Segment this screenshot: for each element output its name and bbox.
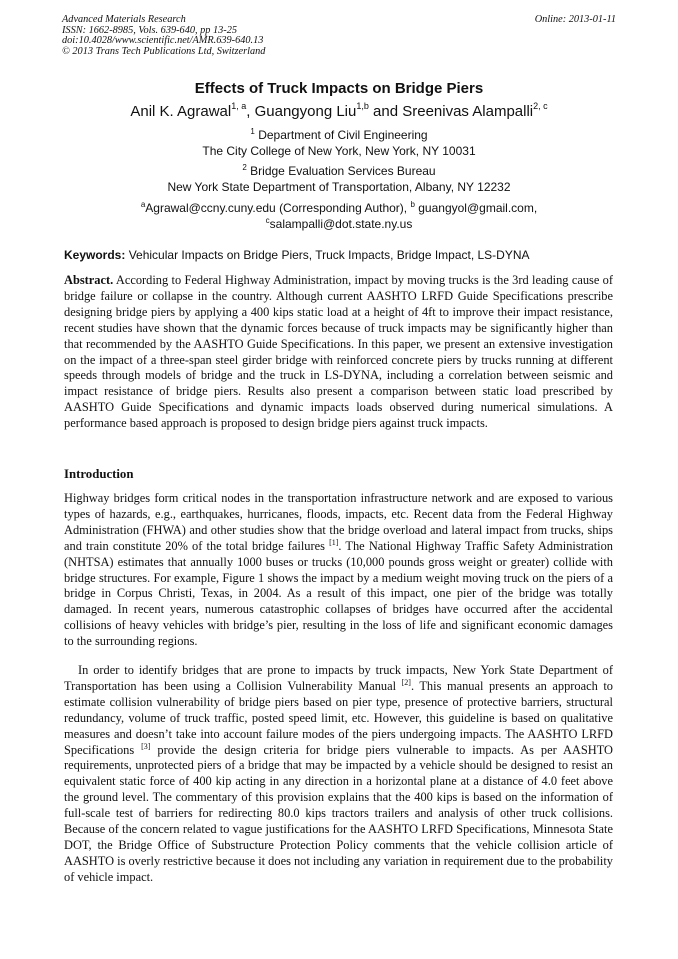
online-date: Online: 2013-01-11: [534, 14, 616, 25]
email-b-marker: b: [410, 200, 415, 209]
abstract: [64, 273, 613, 432]
author-separator: and: [368, 103, 403, 120]
introduction-paragraph-2: [64, 663, 613, 886]
email-line-1: [0, 200, 678, 216]
author-list: [0, 103, 678, 120]
introduction-heading: Introduction: [64, 467, 134, 481]
paragraph-text: . The National Highway Traffic Safety Administration (NHTSA) estimates that annually 1000 buses or trucks (10,000 pounds gross weight or greater) collide with bridge structures. For example, Figure 1 shows the impact by a medium weight moving truck on the piers of a bridge in Corpus Christi, Texas, in 2004. As a result of this impact, one pier of the bridge was totally damaged. In recent years, numerous catastrophic collapses of bridges have occurred after the accidental collisions of heavy vehicles with bridge’s pier, resulting in the loss of life and significant economic damages to the surrounding regions.: [64, 538, 613, 649]
email-a-marker: a: [140, 200, 146, 209]
journal-name: Advanced Materials Research: [62, 14, 186, 25]
citation-ref: [1]: [329, 537, 339, 547]
abstract-text: According to Federal Highway Administration, impact by moving trucks is the 3rd leading cause of bridge failure or collapse in the country. Although current AASHTO LRFD Guide Specifications prescribe designing bridge piers by applying a 400 kips static load at a height of 4ft to improve their impact resistance, recent studies have shown that the dynamic forces because of truck impacts may be significantly higher than that recommended by the AASHTO Guide Specifications. In this paper, we present an extensive investigation on the impact of a three-span steel girder bridge with reinforced concrete piers by trucks running at different speeds through models of bridge and the truck in LS-DYNA, including a correlation between seismic and impact resistance of bridge piers. Results also present a comparison between static load prescribed by AASHTO Guide Specifications and dynamic impacts loads observed during numerical simulations. A performance based approach is proposed to design bridge piers against truck impacts.: [64, 273, 613, 431]
journal-doi: doi:10.4028/www.scientific.net/AMR.639-640.13: [62, 35, 264, 47]
abstract-label: Abstract.: [64, 273, 114, 287]
author-liu: Guangyong Liu: [254, 103, 357, 120]
affiliation-2-dept: [0, 163, 678, 179]
affiliation-2-dept-text: Bridge Evaluation Services Bureau: [250, 164, 436, 178]
author-agrawal-affil: 1, a: [231, 101, 247, 111]
author-alampalli: Sreenivas Alampalli: [402, 103, 534, 120]
paragraph-text: Highway bridges form critical nodes in the transportation infrastructure network and are exposed to various types of hazards, e.g., earthquakes, hurricanes, floods, impacts, etc. Recent data from the Federal Highway Administration (FHWA) and other studies show that the bridge overload and lateral impact from trucks, ships and train constitute 20% of the total bridge failures: [64, 491, 613, 553]
journal-header: [62, 15, 616, 57]
introduction-paragraph-1: [64, 491, 613, 650]
email-alampalli: salampalli@dot.state.ny.us: [269, 217, 413, 231]
affiliation-2-inst: New York State Department of Transportation, Albany, NY 12232: [167, 180, 511, 194]
affiliation-1-number: 1: [250, 127, 255, 136]
author-separator: ,: [246, 103, 255, 120]
email-liu: guangyol@gmail.com,: [414, 201, 538, 215]
email-line-2: [0, 216, 678, 232]
email-c-marker: c: [265, 216, 270, 225]
keywords-label: Keywords:: [64, 248, 126, 262]
citation-ref: [3]: [141, 741, 151, 751]
paper-title: Effects of Truck Impacts on Bridge Piers: [194, 80, 484, 97]
affiliation-1-inst: The City College of New York, New York, NY 10031: [202, 144, 476, 158]
paragraph-text: . This manual presents an approach to estimate collision vulnerability of bridge piers based on pier type, presence of protective barriers, structural redundancy, volume of truck traffic, posted speed limit, etc. However, this guideline is based on qualitative measures and doesn’t take into account failure modes of the piers undergoing impacts. The AASHTO LRFD Specifications: [64, 678, 613, 757]
author-agrawal: Anil K. Agrawal: [130, 103, 232, 120]
affiliation-1-dept-text: Department of Civil Engineering: [258, 128, 428, 142]
journal-issn: ISSN: 1662-8985, Vols. 639-640, pp 13-25: [62, 24, 238, 36]
paragraph-text: provide the design criteria for bridge piers vulnerable to impacts. As per AASHTO requirements, unprotected piers of a bridge that may be impacted by a vehicle should be designed to resist an equivalent static force of 400 kip acting in any direction in a horizontal plane at a distance of 4.0 feet above the ground level. The commentary of this provision explains that the 400 kips is based on the information of full-scale test of barriers for redirecting 80.0 kips tractors trailers and analysis of other truck collisions. Because of the concern related to vague justifications for the AASHTO LRFD Specifications, Minnesota State DOT, the Bridge Office of Substructure Protection Policy comments that the vehicle collision article of AASHTO is overly restrictive because it does not including any variation in requirement due to the probability of vehicle impact.: [64, 742, 613, 884]
affiliation-1-dept: [0, 127, 678, 143]
author-alampalli-affil: 2, c: [533, 101, 548, 111]
affiliation-2-number: 2: [242, 163, 247, 172]
paragraph-text: In order to identify bridges that are prone to impacts by truck impacts, New York State Department of Transportation has been using a Collision Vulnerability Manual: [64, 663, 613, 693]
email-agrawal: Agrawal@ccny.cuny.edu (Corresponding Author),: [145, 201, 411, 215]
citation-ref: [2]: [401, 677, 411, 687]
keywords: [64, 248, 530, 262]
author-liu-affil: 1,b: [356, 101, 369, 111]
keywords-text: Vehicular Impacts on Bridge Piers, Truck Impacts, Bridge Impact, LS-DYNA: [125, 248, 530, 262]
journal-copyright: © 2013 Trans Tech Publications Ltd, Switzerland: [62, 45, 266, 57]
